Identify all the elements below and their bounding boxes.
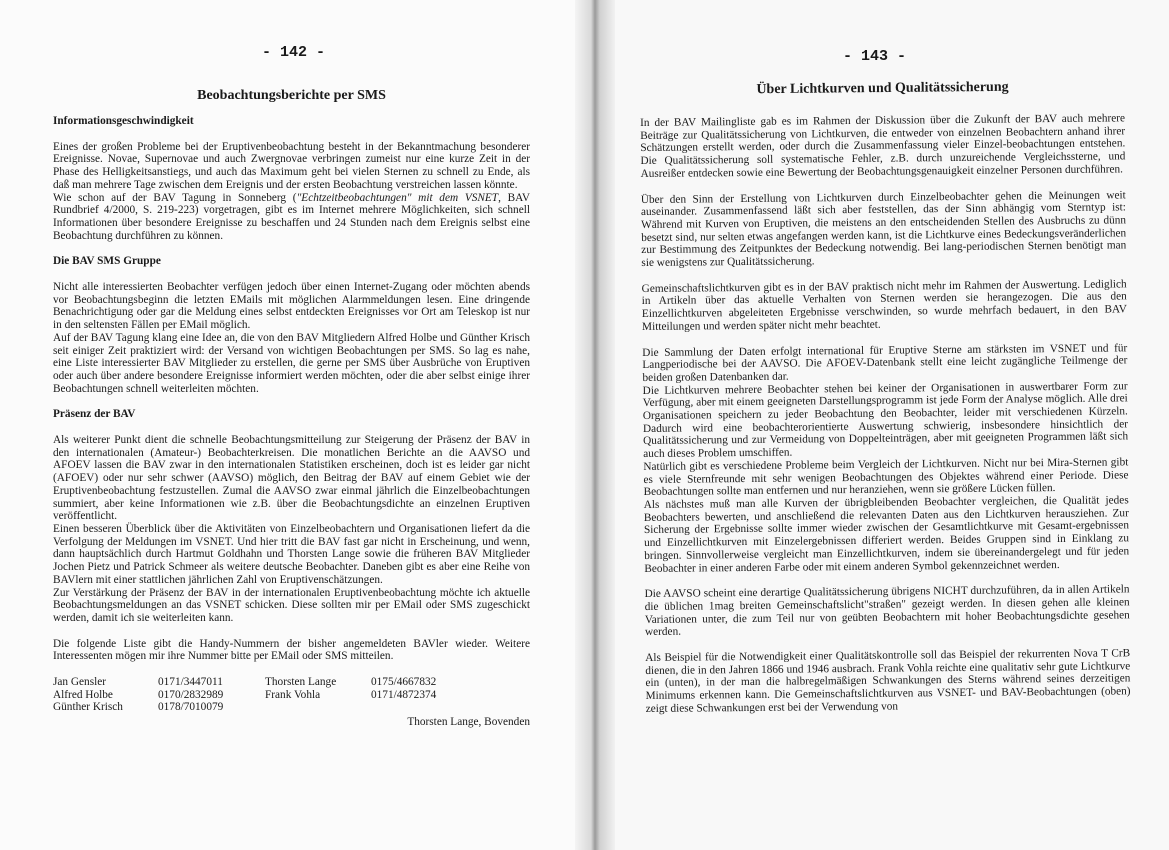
contact-name: Thorsten Lange bbox=[265, 676, 337, 689]
paragraph: Über den Sinn der Erstellung von Lichtkurven durch Einzelbeobachter gehen die Meinungen weit auseinander. Zusammenfassend läßt sich aber feststellen, das der Sinn abhängig vom Sterntyp ist: Während mit Kurven von Eruptiven, die meistens an den entscheidenden Stellen des Ausbruchs zu dünn besetzt sind, nur selten etwas angefangen werden kann, ist die Lichtkurve eines Bedeckungsveränderlichen zur Bestimmung des Zeitpunktes der Bedeckung notwendig. Bei lang-periodischen Sternen benötigt man sie wenigstens zur Qualitätssicherung. bbox=[640, 188, 1127, 270]
text-run: Wie schon auf der BAV Tagung in Sonneberg ( bbox=[53, 191, 297, 204]
paragraph: Einen besseren Überblick über die Aktivitäten von Einzelbeobachtern und Organisationen liefert da die Verfolgung der Meldungen im VSNET. Und hier tritt die BAV fast gar nicht in Erscheinung, und wenn, dann hauptsächlich durch Hartmut Goldhahn und Thorsten Lange sowie die früheren BAV Mitglieder Jochen Pietz und Patrick Schmeer als weitere deutsche Beobachter. Daneben gibt es aber eine Reihe von BAVlern mit einer stattlichen jährlichen Zahl von Eruptivenschätzungen. bbox=[53, 522, 530, 586]
paragraph bbox=[53, 192, 530, 243]
article-body bbox=[53, 115, 530, 729]
article-title: Beobachtungsberichte per SMS bbox=[197, 88, 386, 103]
paragraph: Als Beispiel für die Notwendigkeit einer Qualitätskontrolle soll das Beispiel der rekurrenten Nova T CrB dienen, die in den Jahren 1866 und 1946 ausbrach. Frank Vohla reichte eine qualitativ sehr gute Lichtkurve ein (unten), in der man die halbregelmäßigen Schwankungen des Sterns während seines derzeitigen Minimums erkennen kann. Die Gemeinschaftslichtkurven aus VSNET- und BAV-Beobachtungen (oben) zeigt diese Schwankungen erst bei der Verwendung von bbox=[645, 647, 1131, 715]
page-number: - 143 - bbox=[843, 48, 907, 65]
right-page bbox=[585, 0, 1169, 850]
contact-name: Alfred Holbe bbox=[53, 688, 113, 701]
contact-phone: 0175/4667832 bbox=[371, 676, 437, 689]
paragraph: Gemeinschaftslichtkurven gibt es in der BAV praktisch nicht mehr im Rahmen der Auswertung. Lediglich in Artikeln über das aktuelle Verhalten von Sternen werden sie herangezogen. Die aus den Einzellichtkurven abgeleiteten Ergebnisse verschwinden, so wurde mehrfach bedauert, in den BAV Mitteilungen und werden später nicht mehr beachtet. bbox=[641, 278, 1127, 333]
contact-name: Frank Vohla bbox=[265, 688, 321, 701]
paragraph: Die Sammlung der Daten erfolgt international für Eruptive Sterne am stärksten im VSNET und für Langperiodische bei der AAVSO. Die AFOEV-Datenbank stellt eine leicht zugängliche Teilmenge der beiden großen Datenbanken dar. bbox=[642, 341, 1128, 384]
page-number: - 142 - bbox=[262, 44, 326, 61]
paragraph: Die Lichtkurven mehrere Beobachter stehen bei keiner der Organisationen in auswertbarer Form zur Verfügung, aber mit einem geeigneten Darstellungsprogramm ist jede Form der Analyse möglich. Alle drei Organisationen speichern zu jeder Beobachtung den Beobachter, leider mit verschiedenen Kürzeln. Dadurch wird eine beobachterorientierte Auswertung schwierig, insbesondere hinsichtlich der Qualitätssicherung und zur Vermeidung von Doppelteinträgen, aber mit geeigneten Programmen läßt sich auch dieses Problem umschiffen. bbox=[642, 379, 1129, 461]
paragraph: Auf der BAV Tagung klang eine Idee an, die von den BAV Mitgliedern Alfred Holbe und Günther Krisch seit einiger Zeit praktiziert wird: der Versand von wichtigen Beobachtungen per SMS. So lag es nahe, eine Liste interessierter BAV Mitglieder zu erstellen, die gerne per SMS über Ausbrüche von Eruptiven oder auch über andere besondere Ereignisse informiert werden möchten, oder die aber selbst einige ihrer Beobachtungen schnell weiterleiten möchten. bbox=[53, 331, 530, 395]
list-intro: Die folgende Liste gibt die Handy-Nummern der bisher angemeldeten BAVler wieder. Weitere Interessenten mögen mir ihre Nummer bitte per EMail oder SMS mitteilen. bbox=[53, 637, 530, 663]
paragraph: Natürlich gibt es verschiedene Probleme beim Vergleich der Lichtkurven. Nicht nur bei Mira-Sternen gibt es viele Sternfreunde mit sehr wenigen Beobachtungen des Objektes während einer Periode. Diese Beobachtungen sollte man entfernen und nur heranziehen, wenn sie größere Lücken füllen. bbox=[643, 456, 1129, 499]
section-heading: Die BAV SMS Gruppe bbox=[53, 255, 161, 268]
article-body bbox=[640, 112, 1131, 715]
contact-phone: 0171/4872374 bbox=[371, 688, 437, 701]
paragraph: Als weiterer Punkt dient die schnelle Beobachtungsmitteilung zur Steigerung der Präsenz der BAV in den internationalen (Amateur-) Beobachterkreisen. Die monatlichen Berichte an die AAVSO und AFOEV lassen die BAV zwar in den internationalen Statistiken erscheinen, doch ist es leider gar nicht (AFOEV) oder nur sehr schwer (AAVSO) möglich, den Beitrag der BAV auf einem Gebiet wie der Eruptivenbeobachtung festzustellen. Zumal die AAVSO zwar einmal jährlich die Einzelbeobachtungen summiert, aber keine Informationen wie z.B. über die Beobachtungsdichte an einzelnen Eruptiven veröffentlicht. bbox=[53, 434, 530, 523]
paragraph: Als nächstes muß man alle Kurven der übrigbleibenden Beobachter vergleichen, die Qualität jedes Beobachters bewerten, und anschließend die relevanten Daten aus den Lichtkurven herausziehen. Zur Sicherung der Ergebnisse sollte immer wieder zwischen der Gesamtlichtkurve mit Gesamt-ergebnissen und Einzellichtkurven mit Einzelergebnissen differiert werden. Beides Gruppen sind in Einklang zu bringen. Sinnvollerweise vergleicht man Einzellichtkurven, indem sie übereinandergelegt und für jeden Beobachter in einer anderen Farbe oder mit einem anderen Symbol gekennzeichnet werden. bbox=[643, 494, 1130, 575]
contact-list bbox=[53, 676, 530, 714]
author-signature: Thorsten Lange, Bovenden bbox=[407, 716, 530, 729]
section-heading: Informationsgeschwindigkeit bbox=[53, 115, 194, 127]
contact-phone: 0170/2832989 bbox=[158, 688, 224, 701]
section-heading: Präsenz der BAV bbox=[53, 408, 136, 421]
article-title: Über Lichtkurven und Qualitätssicherung bbox=[756, 79, 1009, 98]
paragraph: Eines der großen Probleme bei der Eruptivenbeobachtung besteht in der Bekanntmachung besonderer Ereignisse. Novae, Supernovae und auch Zwergnovae verbringen zumeist nur eine kurze Zeit in der Phase des Helligkeitsanstiegs, und auch das Maximum geht bei vielen Sternen zu schnell zu Ende, als daß man mehrere Tage zwischen dem Ereignis und der ersten Beobachtung verstreichen lassen könnte. bbox=[53, 140, 530, 191]
paragraph: In der BAV Mailingliste gab es im Rahmen der Diskussion über die Zukunft der BAV auch mehrere Beiträge zur Qualitätssicherung von Lichtkurven, die entweder von einzelnen Beobachtern anhand ihrer Schätzungen erstellt werden, oder durch die Zusammenfassung vieler Einzel-beobachtungen entstehen. Die Qualitätssicherung soll systematische Fehler, z.B. durch unzureichende Vergleichssterne, und Ausreißer entdecken sowie eine Bewertung der Beobachtungsgenauigkeit einzelner Personen durchführen. bbox=[640, 112, 1126, 180]
book-gutter bbox=[575, 0, 615, 850]
contact-phone: 0178/7010079 bbox=[158, 701, 224, 714]
paragraph: Zur Verstärkung der Präsenz der BAV in der internationalen Eruptivenbeobachtung möchte ich aktuelle Beobachtungsmeldungen an das VSNET schicken. Diese sollten mir per EMail oder SMS zugeschickt werden, damit ich sie weiterleiten kann. bbox=[53, 586, 530, 624]
paragraph: Nicht alle interessierten Beobachter verfügen jedoch über einen Internet-Zugang oder möchten abends vor Beobachtungsbeginn die letzten EMails mit möglichen Alarmmeldungen lesen. Eine dringende Benachrichtigung oder gar die Meldung eines selbst entdeckten Ereignisses vor Ort am Teleskop ist nur in den seltensten Fällen per EMail möglich. bbox=[53, 281, 530, 332]
paragraph: Die AAVSO scheint eine derartige Qualitätssicherung übrigens NICHT durchzuführen, da in allen Artikeln die üblichen 1mag breiten Gemeinschaftslicht"straßen" gezeigt werden. In diesen gehen alle kleinen Variationen unter, die zum Teil nur von geübten Beobachtern mit hoher Beobachtungsdichte gesehen werden. bbox=[644, 583, 1130, 639]
contact-name: Günther Krisch bbox=[53, 701, 123, 714]
contact-name: Jan Gensler bbox=[53, 676, 107, 689]
contact-phone: 0171/3447011 bbox=[158, 676, 223, 689]
italic-reference: "Echtzeitbeobachtungen" mit dem VSNET bbox=[296, 191, 499, 204]
text-run: , BAV Rundbrief 4/2000, S. 219-223) vorgetragen, gibt es im Internet mehrere Möglichkeiten, sich schnell Informationen über besondere Ereignisse zu beschaffen und 24 Stunden nach dem Ereignis selbst eine Beobachtung durchführen zu können. bbox=[53, 191, 531, 242]
